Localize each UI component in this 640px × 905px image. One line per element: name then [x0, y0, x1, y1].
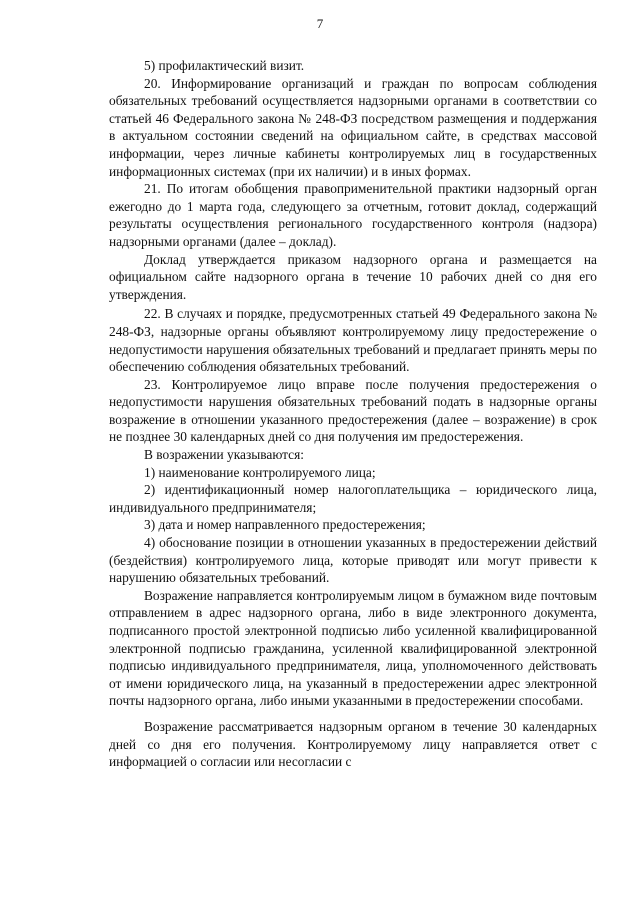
list-item-1: 1) наименование контролируемого лица;	[144, 464, 376, 480]
list-item-2: 2) идентификационный номер налогоплательщика – юридического лица, индивидуального предпринимателя;	[109, 482, 597, 515]
paragraph-22-warning: 22. В случаях и порядке, предусмотренных статьей 49 Федерального закона № 248-ФЗ, надзорные органы объявляют контролируемому лицу предостережение о недопустимости нарушения обязательных требований и предлагает принять меры по обеспечению соблюдения обязательных требований.	[109, 306, 597, 375]
paragraph-20-informing: 20. Информирование организаций и граждан по вопросам соблюдения обязательных требований осуществляется надзорными органами в соответствии со статьей 46 Федерального закона № 248-ФЗ посредством размещения и поддержания в актуальном состоянии сведений на официальном сайте, в средствах массовой информации, через личные кабинеты контролируемых лиц в государственных информационных системах (при их наличии) и в иных формах.	[109, 75, 597, 179]
paragraph-objection-contents: В возражении указываются:	[144, 447, 304, 463]
paragraph-objection-sending: Возражение направляется контролируемым лицом в бумажном виде почтовым отправлением в адрес надзорного органа, либо в виде электронного документа, подписанного простой электронной подписью либо усиленной квалифицированной электронной подписью гражданина, усиленной квалифицированной электронной подписью индивидуального предпринимателя, лица, уполномоченного действовать от имени юридического лица, на указанный в предостережении адрес электронной почты надзорного органа, либо иными указанными в предостережении способами.	[109, 587, 597, 709]
paragraph-report-approval: Доклад утверждается приказом надзорного органа и размещается на официальном сайте надзорного органа в течение 10 рабочих дней со дня его утверждения.	[109, 251, 597, 302]
document-body	[109, 57, 597, 771]
paragraph-objection-review: Возражение рассматривается надзорным органом в течение 30 календарных дней со дня его получения. Контролируемому лицу направляется ответ с информацией о согласии или несогласии с	[109, 718, 597, 770]
paragraph-item-5: 5) профилактический визит.	[144, 58, 305, 73]
paragraph-21-report: 21. По итогам обобщения правоприменительной практики надзорный орган ежегодно до 1 марта года, следующего за отчетным, готовит доклад, содержащий результаты осуществления регионального государственного контроля (надзора) надзорными органами (далее – доклад).	[109, 181, 597, 249]
list-item-3: 3) дата и номер направленного предостережения;	[144, 517, 426, 533]
list-item-4: 4) обоснование позиции в отношении указанных в предостережении действий (бездействия) контролируемого лица, которые приводят или могут привести к нарушению обязательных требований.	[109, 535, 597, 586]
page-number: 7	[316, 16, 324, 31]
paragraph-23-objection: 23. Контролируемое лицо вправе после получения предостережения о недопустимости нарушения обязательных требований подать в надзорные органы возражение в отношении указанного предостережения (далее – возражение) в срок не позднее 30 календарных дней со дня получения им предостережения.	[109, 376, 597, 445]
